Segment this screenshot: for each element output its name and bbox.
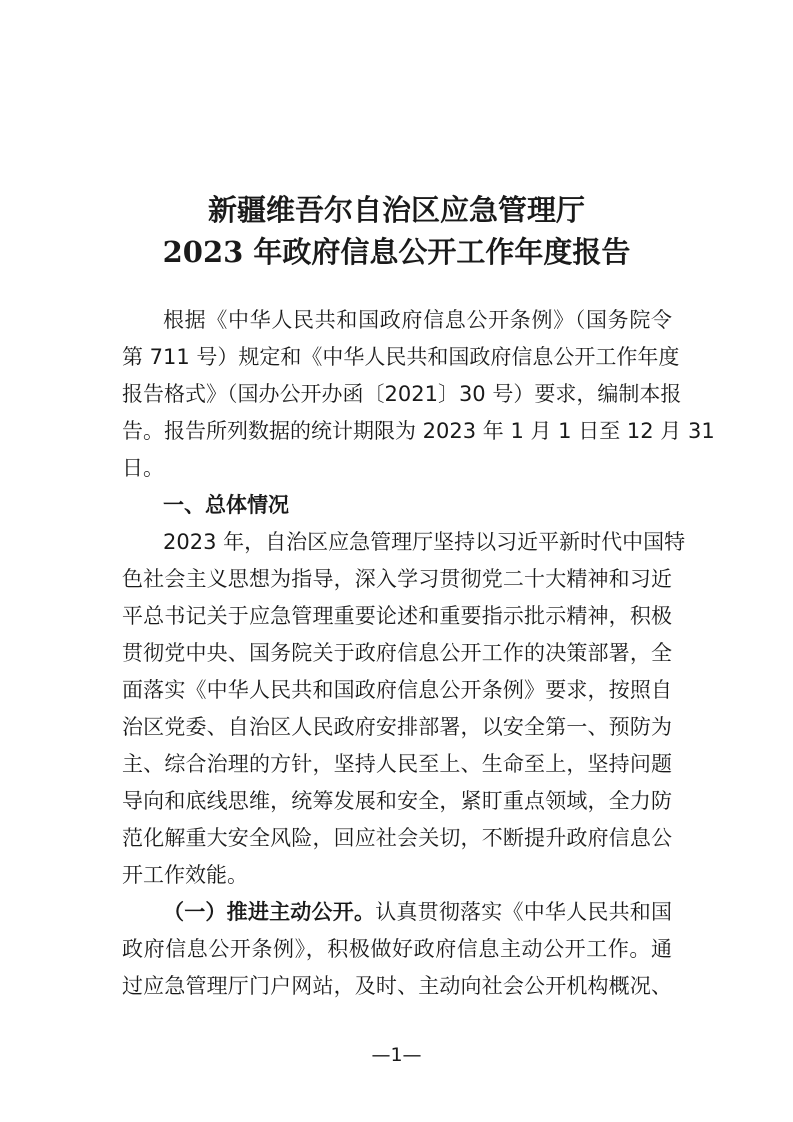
paragraph-line: 告。报告所列数据的统计期限为 2023 年 1 月 1 日至 12 月 31: [122, 419, 715, 443]
paragraph-line: 面落实《中华人民共和国政府信息公开条例》要求，按照自: [122, 678, 672, 702]
paragraph-line: 根据《中华人民共和国政府信息公开条例》（国务院令: [163, 308, 672, 332]
paragraph-line: 2023 年，自治区应急管理厅坚持以习近平新时代中国特: [163, 530, 686, 554]
paragraph-line: 报告格式》（国办公开办函〔2021〕30 号）要求，编制本报: [122, 382, 682, 406]
subsection-text: 认真贯彻落实《中华人民共和国: [375, 900, 673, 924]
paragraph-line: 主、综合治理的方针，坚持人民至上、生命至上，坚持问题: [122, 752, 672, 776]
paragraph-line: 范化解重大安全风险，回应社会关切，不断提升政府信息公: [122, 826, 672, 850]
paragraph-line: [163, 894, 672, 930]
paragraph-line: 日。: [122, 456, 164, 480]
paragraph-line: 色社会主义思想为指导，深入学习贯彻党二十大精神和习近: [122, 567, 672, 591]
paragraph-line: 政府信息公开条例》，积极做好政府信息主动公开工作。通: [122, 937, 672, 961]
paragraph-line: 贯彻党中央、国务院关于政府信息公开工作的决策部署，全: [122, 641, 672, 665]
subsection-title: （一）推进主动公开。: [163, 900, 376, 924]
page-number: —1—: [371, 1044, 422, 1066]
section-heading: 一、总体情况: [163, 493, 289, 517]
document-title-line2: 2023 年政府信息公开工作年度报告: [162, 235, 631, 269]
paragraph-line: 过应急管理厅门户网站，及时、主动向社会公开机构概况、: [122, 974, 672, 998]
document-title-line1: 新疆维吾尔自治区应急管理厅: [207, 193, 585, 227]
paragraph-line: 导向和底线思维，统筹发展和安全，紧盯重点领域，全力防: [122, 789, 672, 813]
paragraph-line: 平总书记关于应急管理重要论述和重要指示批示精神，积极: [122, 604, 672, 628]
paragraph-line: 开工作效能。: [122, 863, 248, 887]
paragraph-line: 治区党委、自治区人民政府安排部署，以安全第一、预防为: [122, 715, 672, 739]
paragraph-line: 第 711 号）规定和《中华人民共和国政府信息公开工作年度: [122, 345, 680, 369]
